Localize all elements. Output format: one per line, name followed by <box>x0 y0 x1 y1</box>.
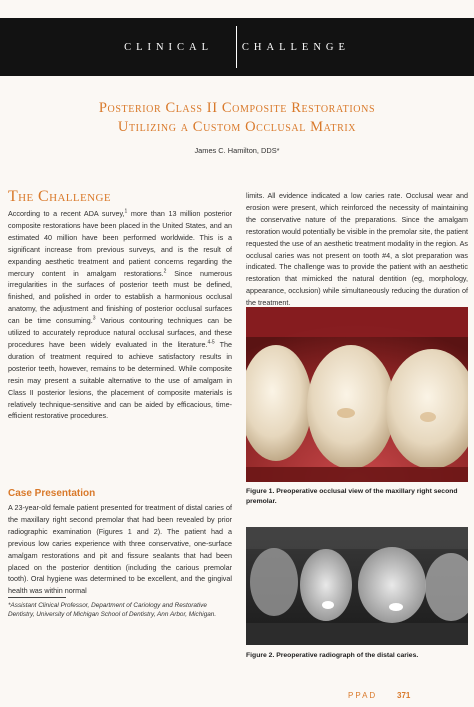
banner-label <box>0 42 474 53</box>
footer-page-number: 371 <box>397 691 411 700</box>
challenge-body <box>8 208 232 422</box>
challenge-text-e: The duration of treatment required to achieve satisfactory results in posterior teeth, however, remains to be determined. While composite resin may present a suitable alternative to the use of amalgam in Class II posterior lesions, the placement of composite materials is relatively technique-sensitive and can be aided by efficacious, time-efficient restorative procedures. <box>8 339 232 421</box>
article-title-line1: Posterior Class II Composite Restorations <box>98 100 376 116</box>
challenge-heading: The Challenge <box>8 188 111 205</box>
case-continued-body <box>246 190 468 309</box>
case-paragraph: A 23-year-old female patient presented for treatment of distal caries of the maxillary right second premolar that had been revealed by prior radiographic examination (Figures 1 and 2). The patient had a previous low caries experience with three conservative, one-surface amalgam restorations and pit and fissure sealants that had been placed on the posterior dentition (including the carious premolar tooth). Oral hygiene was determined to be excellent, and the gingival health was within normal <box>8 503 232 596</box>
challenge-text-a: According to a recent ADA survey, <box>8 209 125 218</box>
figure-1-photo <box>246 307 468 482</box>
citation-3: 3 <box>92 315 96 322</box>
footnote-rule <box>8 597 66 598</box>
radiograph-illustration <box>246 527 468 645</box>
figure-2-caption: Figure 2. Preoperative radiograph of the distal caries. <box>246 652 419 659</box>
case-body <box>8 502 232 597</box>
case-continued-paragraph: limits. All evidence indicated a low caries rate. Occlusal wear and erosion were present, which reinforced the necessity of maintaining the conservative nature of the preparations. Since the amalgam restoration would potentially be visible in the premolar site, the patient requested the use of an aesthetic treatment modality in the region. As occlusal caries was not present on tooth #4, a slot preparation was indicated. The challenge was to provide the patient with an aesthetic restoration that mimicked the natural dentition (eg, morphology, appearance, occlusion) while simultaneously reducing the duration of the treatment. <box>246 191 468 308</box>
article-author: James C. Hamilton, DDS* <box>194 146 280 155</box>
tooth-photo-illustration <box>246 307 468 482</box>
author-footnote: *Assistant Clinical Professor, Department of Cariology and Restorative Dentistry, University of Michigan School of Dentistry, Ann Arbor, Michigan. <box>8 602 217 619</box>
challenge-text-c: Since numerous irregularities in the surfaces of posterior teeth must be defined, finished, and polished in order to establish a harmonious occlusal anatomy, the adjustment and finishing of posterior occlusal surfaces can be time consuming. <box>8 268 232 326</box>
article-title <box>0 99 474 137</box>
citation-2: 2 <box>163 268 167 275</box>
citation-4-5: 4-5 <box>207 339 215 346</box>
article-title-line2: Utilizing a Custom Occlusal Matrix <box>117 119 357 135</box>
banner-left-word: CLINICAL <box>124 42 213 53</box>
footer-journal-name: PPAD <box>348 691 378 700</box>
figure-2-radiograph <box>246 527 468 645</box>
figure-1-caption: Figure 1. Preoperative occlusal view of the maxillary right second premolar. <box>246 488 458 505</box>
banner-divider-line <box>236 26 237 68</box>
challenge-paragraph <box>8 208 232 422</box>
section-banner <box>0 18 474 76</box>
citation-1: 1 <box>124 208 128 215</box>
case-heading: Case Presentation <box>8 488 96 499</box>
challenge-text-b: more than 13 million posterior composite restorations have been placed in the United States, and an estimated 40 million have been performed worldwide. This is a significant increase from previous surveys, and is the result of expanding aesthetic treatment and patient concerns regarding the mercury content in amalgam restorations. <box>8 209 232 278</box>
banner-right-word: CHALLENGE <box>241 42 350 53</box>
challenge-text-d: Various contouring techniques can be utilized to accurately reproduce natural occlusal surfaces, and these procedures have been widely evaluated in the literature. <box>8 316 232 349</box>
